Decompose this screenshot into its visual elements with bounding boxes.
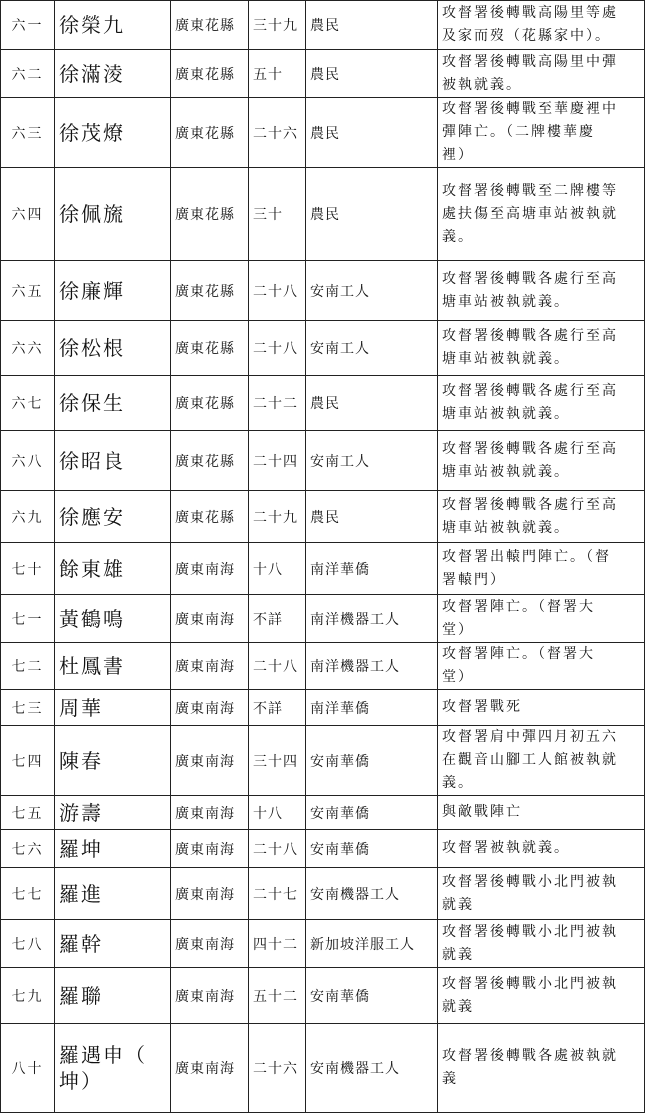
- row-number: 六四: [1, 168, 55, 261]
- occupation: 農民: [306, 50, 438, 98]
- table-row: [1, 920, 645, 968]
- occupation: 安南工人: [306, 431, 438, 491]
- martyr-name: 徐應安: [55, 491, 171, 543]
- native-place: 廣東花縣: [171, 261, 249, 321]
- occupation: 安南機器工人: [306, 1024, 438, 1113]
- martyrdom-note: 攻督署戰死: [438, 690, 645, 726]
- native-place: 廣東南海: [171, 595, 249, 643]
- martyrdom-note: 攻督署陣亡。（督署大 堂）: [438, 643, 645, 690]
- occupation: 安南工人: [306, 321, 438, 376]
- table-row: [1, 643, 645, 690]
- table-row: [1, 830, 645, 868]
- martyrdom-note: 攻督署後轉戰小北門被執 就義: [438, 968, 645, 1024]
- martyr-name: 黃鶴鳴: [55, 595, 171, 643]
- table-row: [1, 726, 645, 796]
- age: 二十二: [249, 376, 306, 431]
- martyrdom-note: 攻督署後轉戰高陽里中彈 被執就義。: [438, 50, 645, 98]
- martyr-name: 羅進: [55, 868, 171, 920]
- row-number: 八十: [1, 1024, 55, 1113]
- age: 三十九: [249, 1, 306, 50]
- row-number: 六五: [1, 261, 55, 321]
- martyr-name: 徐保生: [55, 376, 171, 431]
- table-row: [1, 690, 645, 726]
- age: 二十六: [249, 98, 306, 168]
- age: 十八: [249, 796, 306, 830]
- age: 二十四: [249, 431, 306, 491]
- age: 五十: [249, 50, 306, 98]
- martyrdom-note: 攻督署陣亡。（督署大 堂）: [438, 595, 645, 643]
- occupation: 新加坡洋服工人: [306, 920, 438, 968]
- table-row: [1, 1, 645, 50]
- native-place: 廣東南海: [171, 968, 249, 1024]
- occupation: 安南華僑: [306, 830, 438, 868]
- occupation: 安南華僑: [306, 726, 438, 796]
- row-number: 七八: [1, 920, 55, 968]
- native-place: 廣東南海: [171, 796, 249, 830]
- row-number: 六二: [1, 50, 55, 98]
- row-number: 六八: [1, 431, 55, 491]
- native-place: 廣東南海: [171, 868, 249, 920]
- row-number: 七五: [1, 796, 55, 830]
- occupation: 農民: [306, 168, 438, 261]
- native-place: 廣東南海: [171, 920, 249, 968]
- martyr-name: 陳春: [55, 726, 171, 796]
- row-number: 七九: [1, 968, 55, 1024]
- occupation: 農民: [306, 98, 438, 168]
- occupation: 安南工人: [306, 261, 438, 321]
- native-place: 廣東花縣: [171, 1, 249, 50]
- martyr-name: 徐廉輝: [55, 261, 171, 321]
- row-number: 六九: [1, 491, 55, 543]
- martyr-name: 徐松根: [55, 321, 171, 376]
- table-row: [1, 543, 645, 595]
- row-number: 七三: [1, 690, 55, 726]
- table-row: [1, 796, 645, 830]
- martyr-name: 游壽: [55, 796, 171, 830]
- age: 二十六: [249, 1024, 306, 1113]
- occupation: 南洋機器工人: [306, 595, 438, 643]
- table-row: [1, 1024, 645, 1113]
- occupation: 南洋華僑: [306, 690, 438, 726]
- row-number: 六三: [1, 98, 55, 168]
- occupation: 農民: [306, 376, 438, 431]
- occupation: 農民: [306, 1, 438, 50]
- martyrdom-note: 攻督署後轉戰各處行至高 塘車站被執就義。: [438, 431, 645, 491]
- row-number: 七十: [1, 543, 55, 595]
- native-place: 廣東南海: [171, 643, 249, 690]
- age: 二十八: [249, 261, 306, 321]
- native-place: 廣東花縣: [171, 491, 249, 543]
- martyr-name: 徐茂燎: [55, 98, 171, 168]
- martyrdom-note: 攻督署被執就義。: [438, 830, 645, 868]
- table-row: [1, 50, 645, 98]
- martyr-name: 杜鳳書: [55, 643, 171, 690]
- martyr-name: 徐滿淩: [55, 50, 171, 98]
- table-row: [1, 321, 645, 376]
- martyrdom-note: 攻督署後轉戰各處行至高 塘車站被執就義。: [438, 491, 645, 543]
- row-number: 七七: [1, 868, 55, 920]
- martyrdom-note: 攻督署肩中彈四月初五六 在觀音山腳工人館被執就 義。: [438, 726, 645, 796]
- martyrdom-note: 攻督署後轉戰各處被執就 義: [438, 1024, 645, 1113]
- martyrdom-note: 攻督署後轉戰高陽里等處 及家而歿（花縣家中）。: [438, 1, 645, 50]
- native-place: 廣東南海: [171, 543, 249, 595]
- martyrdom-note: 攻督署後轉戰小北門被執 就義: [438, 868, 645, 920]
- age: 二十八: [249, 643, 306, 690]
- table-row: [1, 595, 645, 643]
- native-place: 廣東花縣: [171, 321, 249, 376]
- age: 二十九: [249, 491, 306, 543]
- martyr-name: 羅幹: [55, 920, 171, 968]
- martyrdom-note: 攻督署後轉戰小北門被執 就義: [438, 920, 645, 968]
- martyr-name: 周華: [55, 690, 171, 726]
- martyr-name: 餘東雄: [55, 543, 171, 595]
- martyrdom-note: 攻督署出轅門陣亡。（督 署轅門）: [438, 543, 645, 595]
- martyr-name: 徐佩旒: [55, 168, 171, 261]
- native-place: 廣東花縣: [171, 376, 249, 431]
- martyr-name: 羅坤: [55, 830, 171, 868]
- row-number: 七六: [1, 830, 55, 868]
- roster-body: [1, 1, 645, 1113]
- age: 二十七: [249, 868, 306, 920]
- table-row: [1, 868, 645, 920]
- martyrdom-note: 攻督署後轉戰各處行至高 塘車站被執就義。: [438, 261, 645, 321]
- row-number: 七一: [1, 595, 55, 643]
- native-place: 廣東花縣: [171, 431, 249, 491]
- native-place: 廣東南海: [171, 726, 249, 796]
- martyrdom-note: 與敵戰陣亡: [438, 796, 645, 830]
- row-number: 七二: [1, 643, 55, 690]
- native-place: 廣東南海: [171, 1024, 249, 1113]
- martyr-name: 徐昭良: [55, 431, 171, 491]
- occupation: 安南機器工人: [306, 868, 438, 920]
- occupation: 南洋機器工人: [306, 643, 438, 690]
- table-row: [1, 968, 645, 1024]
- occupation: 農民: [306, 491, 438, 543]
- native-place: 廣東南海: [171, 830, 249, 868]
- age: 三十: [249, 168, 306, 261]
- native-place: 廣東花縣: [171, 168, 249, 261]
- native-place: 廣東花縣: [171, 98, 249, 168]
- table-row: [1, 168, 645, 261]
- row-number: 六六: [1, 321, 55, 376]
- age: 二十八: [249, 830, 306, 868]
- martyrdom-note: 攻督署後轉戰至二牌樓等 處扶傷至高塘車站被執就 義。: [438, 168, 645, 261]
- martyr-name: 羅遇申（ 坤）: [55, 1024, 171, 1113]
- native-place: 廣東花縣: [171, 50, 249, 98]
- table-row: [1, 491, 645, 543]
- row-number: 六七: [1, 376, 55, 431]
- age: 二十八: [249, 321, 306, 376]
- martyr-name: 徐榮九: [55, 1, 171, 50]
- martyrdom-note: 攻督署後轉戰各處行至高 塘車站被執就義。: [438, 376, 645, 431]
- occupation: 安南華僑: [306, 968, 438, 1024]
- martyr-name: 羅聯: [55, 968, 171, 1024]
- age: 不詳: [249, 690, 306, 726]
- table-row: [1, 98, 645, 168]
- age: 五十二: [249, 968, 306, 1024]
- row-number: 七四: [1, 726, 55, 796]
- age: 三十四: [249, 726, 306, 796]
- table-row: [1, 376, 645, 431]
- row-number: 六一: [1, 1, 55, 50]
- martyrdom-note: 攻督署後轉戰各處行至高 塘車站被執就義。: [438, 321, 645, 376]
- age: 四十二: [249, 920, 306, 968]
- table-row: [1, 261, 645, 321]
- age: 十八: [249, 543, 306, 595]
- occupation: 安南華僑: [306, 796, 438, 830]
- table-row: [1, 431, 645, 491]
- age: 不詳: [249, 595, 306, 643]
- martyrdom-note: 攻督署後轉戰至華慶裡中 彈陣亡。（二牌樓華慶 裡）: [438, 98, 645, 168]
- occupation: 南洋華僑: [306, 543, 438, 595]
- native-place: 廣東南海: [171, 690, 249, 726]
